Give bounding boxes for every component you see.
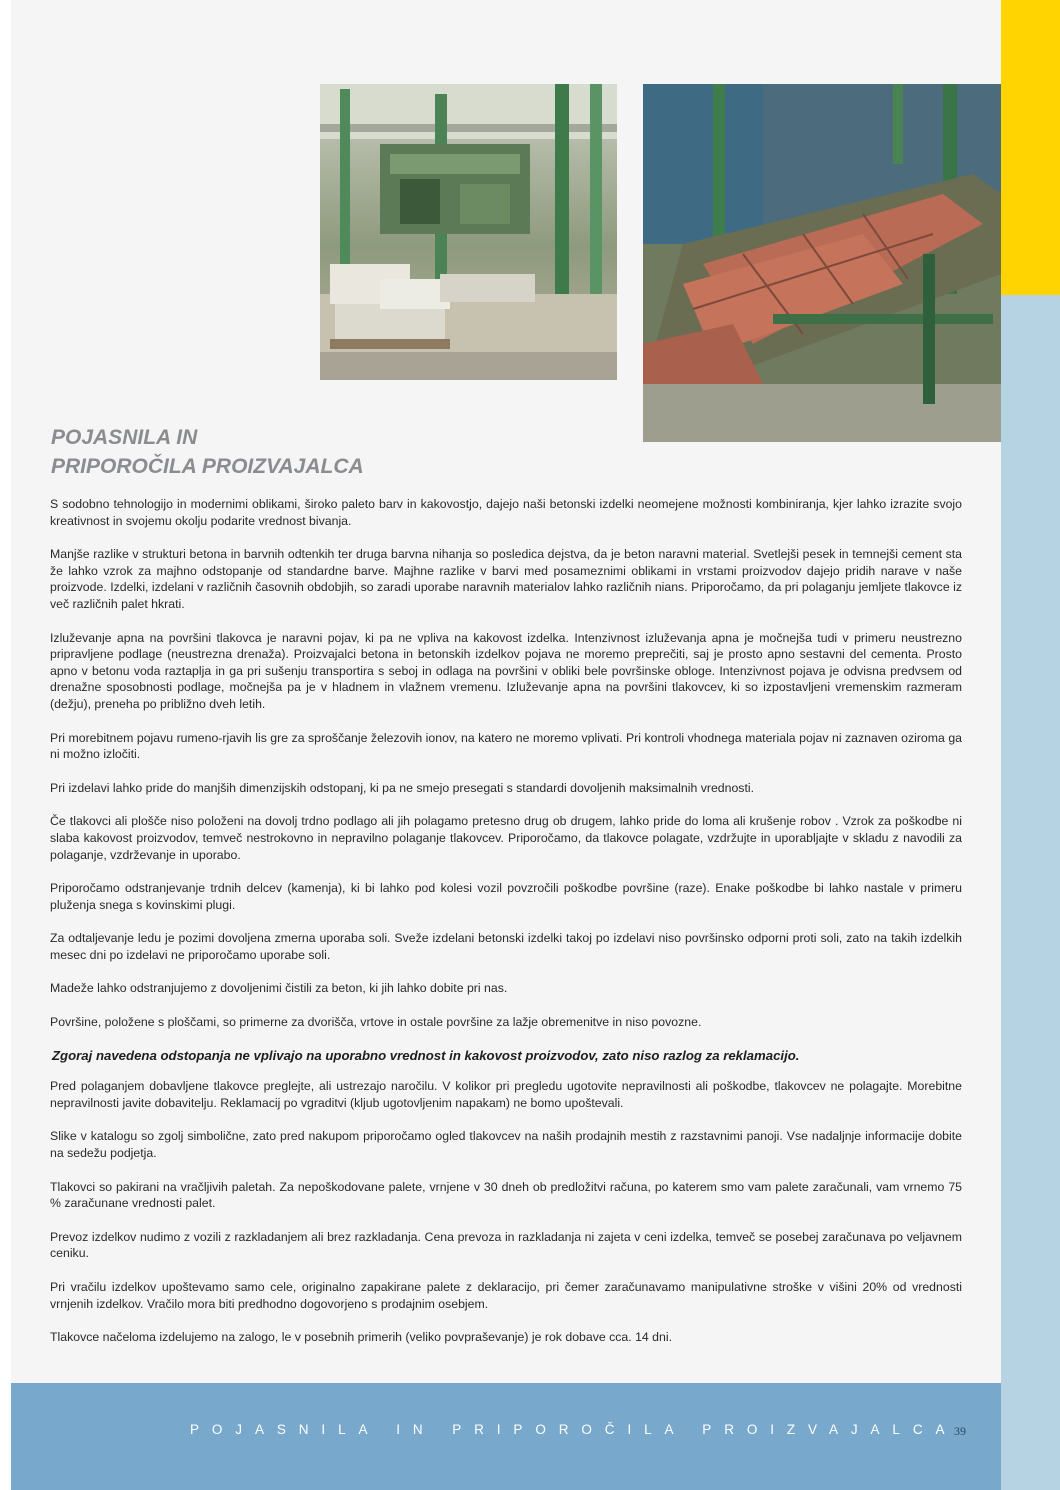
factory-machinery-photo [320, 84, 617, 380]
page-number: 39 [954, 1424, 966, 1438]
paragraph: Pri morebitnem pojavu rumeno-rjavih lis gre za sproščanje železovih ionov, na katero ne moremo vplivati. Pri kontroli vhodnega materiala pojav ni zaznaven oziroma ga ni možno izločiti. [50, 730, 962, 762]
emphasis-statement: Zgoraj navedena odstopanja ne vplivajo na uporabno vrednost in kakovost proizvodov, zato niso razlog za reklamacijo. [52, 1047, 800, 1063]
heading-line-1: POJASNILA IN [51, 426, 198, 449]
paragraph: Tlakovci so pakirani na vračljivih paletah. Za nepoškodovane palete, vrnjene v 30 dneh ob predložitvi računa, po katerem smo vam palete zaračunali, vam vrnemo 75 % zaračunane vrednosti palet. [50, 1179, 962, 1211]
heading-line-2: PRIPOROČILA PROIZVAJALCA [51, 455, 364, 478]
paragraph: Za odtaljevanje ledu je pozimi dovoljena zmerna uporaba soli. Sveže izdelani betonski izdelki takoj po izdelavi niso površinsko odporni proti soli, zato na takih izdelkih mesec dni po izdelavi ne priporočamo uporabe soli. [50, 931, 962, 962]
paragraph: Priporočamo odstranjevanje trdnih delcev (kamenja), ki bi lahko pod kolesi vozil povzročili poškodbe površine (raze). Enake poškodbe bi lahko nastale v primeru pluženja snega s kovinskimi plugi. [50, 881, 962, 912]
paragraph: Madeže lahko odstranjujemo z dovoljenimi čistili za beton, ki jih lahko dobite pri nas. [50, 981, 508, 996]
paragraph: Pri izdelavi lahko pride do manjših dimenzijskih odstopanj, ki pa ne smejo presegati s standardi dovoljenih maksimalnih vrednosti. [50, 780, 755, 795]
paragraph: Manjše razlike v strukturi betona in barvnih odtenkih ter druga barvna nihanja so posledica dejstva, da je beton naravni material. Svetlejši pesek in temnejši cement sta že lahko vzrok za majhno odstopanje od standardne barve. Majhne razlike v barvi med posameznimi oblikami in vrstami proizvodov dajejo pridih narave v naše proizvode. Izdelki, izdelani v različnih časovnih obdobjih, so zaradi uporabe naravnih materialov lahko različnih nians. Priporočamo, da pri polaganju jemljete tlakovce iz več različnih palet hkrati. [50, 547, 962, 611]
paragraph: Pri vračilu izdelkov upoštevamo samo cele, originalno zapakirane palete z deklaracijo, pri čemer zaračunavamo manipulativne stroške v višini 20% od vrednosti vrnjenih izdelkov. Vračilo mora biti predhodno dogovorjeno s prodajnim osebjem. [50, 1280, 962, 1311]
paragraph: Izluževanje apna na površini tlakovca je naravni pojav, ki pa ne vpliva na kakovost izdelka. Intenzivnost izluževanja apna je močnejša tudi v primeru neustrezno pripravljene podlage (neustrezna drenaža). Proizvajalci betona in betonskih izdelkov pojava ne moremo preprečiti, saj je prosto apno sestavni del cementa. Prosto apno v betonu voda raztaplja in ga pri sušenju transportira s seboj in odlaga na površini v obliki bele površinske obloge. Intenzivnost pojava je odvisna predvsem od drenažne sposobnosti podlage, močnejša pa je v hladnem in vlažnem vremenu. Izluževanje apna na površini tlakovcev, ki so izpostavljeni vremenskim razmeram (dežju), preneha po približno dveh letih. [50, 630, 962, 711]
paragraph: Tlakovce načeloma izdelujemo na zalogo, le v posebnih primerih (veliko povpraševanje) je rok dobave cca. 14 dni. [50, 1330, 673, 1345]
paragraph: Površine, položene s ploščami, so primerne za dvorišča, vrtove in ostale površine za lažje obremenitve in niso povozne. [50, 1015, 702, 1030]
paragraph: S sodobno tehnologijo in modernimi oblikami, široko paleto barv in kakovostjo, dajejo naši betonski izdelki neomejene možnosti kombiniranja, kjer lahko izrazite svojo kreativnost in svojemu okolju podarite vrednost bivanja. [50, 497, 962, 528]
page-heading [51, 423, 364, 481]
paragraph: Prevoz izdelkov nudimo z vozili z razkladanjem ali brez razkladanja. Cena prevoza in razkladanja ni zajeta v ceni izdelka, temveč se posebej zaračunava po veljavnem ceniku. [50, 1229, 962, 1261]
body-text [50, 496, 962, 1363]
paragraph: Pred polaganjem dobavljene tlakovce preglejte, ali ustrezajo naročilu. V kolikor pri pregledu ugotovite nepravilnosti ali poškodbe, tlakovcev ne polagajte. Morebitne nepravilnosti javite dobavitelju. Reklamacij po vgraditvi (kljub ugotovljenim napakam) ne bomo upoštevali. [50, 1079, 962, 1110]
footer-title: POJASNILA IN PRIPOROČILA PROIZVAJALCA [190, 1422, 958, 1437]
paragraph: Slike v katalogu so zgolj simbolične, zato pred nakupom priporočamo ogled tlakovcev na naših prodajnih mestih z razstavnimi panoji. Vse nadaljnje informacije dobite na sedežu podjetja. [50, 1129, 962, 1161]
yellow-accent-strip [1001, 0, 1060, 295]
blue-accent-strip [1001, 295, 1060, 1490]
paragraph: Če tlakovci ali plošče niso položeni na dovolj trdno podlago ali jih polagamo pretesno drug ob drugem, lahko pride do loma ali krušenje robov . Vzrok za poškodbe ni slaba kakovost proizvodov, temveč nestrokovno in nepravilno polaganje tlakovcev. Priporočamo, da tlakovce polagate, vzdržujte in uporabljajte v skladu z navodili za polaganje, vzdrževanje in uporabo. [50, 814, 962, 862]
conveyor-pavers-photo [643, 84, 1001, 442]
